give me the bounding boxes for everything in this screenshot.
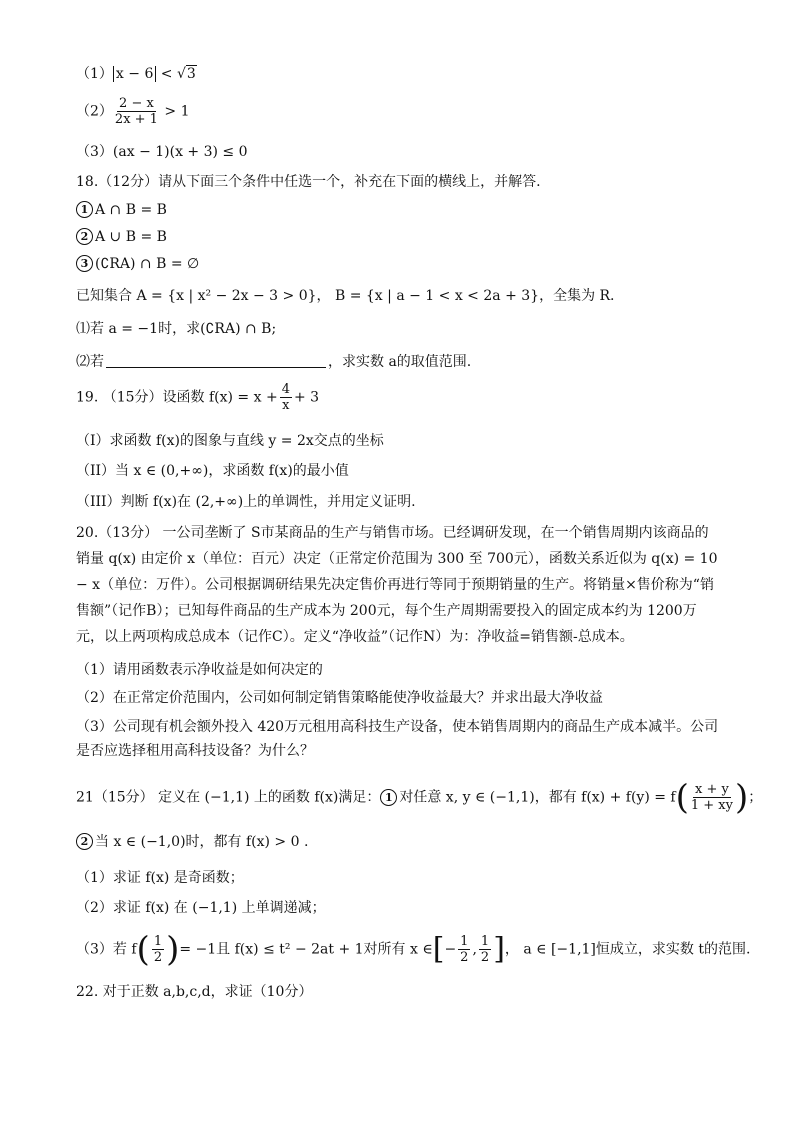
fraction: $\frac{x + y}{1 + xy}$ — [690, 782, 733, 813]
q21-part-3: （3）若 f( $\frac{1}{2}$ )= −1且 f(x) ≤ t² − 2at + 1对所有 x ∈[− $\frac{1}{2}$ , $\frac{1}{2}$ ]， a ∈ [−1,1]恒成立，求实数 t的范围. — [76, 929, 751, 970]
fraction: $\frac{2 - x}{2x + 1}$ — [114, 96, 158, 127]
q20-body: 20.（13分） 一公司垄断了 S市某商品的生产与销售市场。已经调研发现，在一个销售周期内该商品的销量 q(x) 由定价 x（单位：百元）决定（正常定价范围为 300 至 700元），函数关系近似为 q(x) = 10 − x（单位：万件）。公司根据调研结果先决定售价再进行等同于预期销量的生产。将销量×售价称为“销售额”（记作B）；已知每件商品的生产成本为 200元，每个生产周期需要投入的固定成本约为 1200万元，以上两项构成总成本（记作C）。定义“净收益”（记作N）为：净收益=销售额-总成本。 — [76, 525, 718, 645]
q19-part-2: （II）当 x ∈ (0,+∞)，求函数 f(x)的最小值 — [76, 463, 349, 479]
q21-part-1: （1）求证 f(x) 是奇函数； — [76, 870, 244, 886]
q22-header: 22. 对于正数 a,b,c,d，求证（10分） — [76, 984, 313, 1000]
q18-part-2: ⑵若 ，求实数 a的取值范围. — [76, 354, 472, 370]
q18-condition-2: 2 A ∪ B = B — [76, 227, 167, 247]
fraction: $\frac{4}{x}$ — [281, 382, 290, 413]
q20-part-1: （1）请用函数表示净收益是如何决定的 — [76, 662, 323, 678]
q19-part-3: （III）判断 f(x)在 (2,+∞)上的单调性，并用定义证明. — [76, 494, 416, 510]
q21-part-2: （2）求证 f(x) 在 (−1,1) 上单调递减； — [76, 900, 326, 916]
q18-condition-1: 1 A ∩ B = B — [76, 200, 167, 220]
circled-number-icon: 3 — [76, 255, 93, 272]
q19-header: 19. （15分）设函数 f(x) = x + $\frac{4}{x}$ + 3 — [76, 382, 320, 413]
q19-part-1: （I）求函数 f(x)的图象与直线 y = 2x交点的坐标 — [76, 433, 384, 449]
circled-number-icon: 1 — [76, 201, 93, 218]
q18-given: 已知集合 A = {x | x² − 2x − 3 > 0}， B = {x | a − 1 < x < 2a + 3}，全集为 R. — [76, 288, 615, 304]
q18-part-1: ⑴若 a = −1时，求(∁RA) ∩ B; — [76, 321, 277, 337]
q21-header: 21（15分） 定义在 (−1,1) 上的函数 f(x)满足： 1 对任意 x, y ∈ (−1,1)，都有 f(x) + f(y) = f( $\frac{x + y}{1 + xy}$ )； — [76, 777, 763, 818]
q20-part-3: （3）公司现有机会额外投入 420万元租用高科技生产设备，使本销售周期内的商品生产成本减半。公司是否应选择租用高科技设备？为什么？ — [76, 719, 719, 759]
q18-condition-3: 3 (∁RA) ∩ B = ∅ — [76, 254, 199, 274]
q17-item-3: （3）(ax − 1)(x + 3) ≤ 0 — [76, 144, 248, 160]
q17-item-2: （2） $\frac{2 - x}{2x + 1}$ > 1 — [76, 96, 190, 127]
q21-condition-2: 2 当 x ∈ (−1,0)时，都有 f(x) > 0 . — [76, 832, 308, 852]
circled-number-icon: 2 — [76, 833, 93, 850]
fraction: $\frac{1}{2}$ — [153, 934, 163, 965]
q17-item-1: （1） x − 6 < √3 — [76, 66, 196, 82]
q20-part-2: （2）在正常定价范围内，公司如何制定销售策略能使净收益最大？并求出最大净收益 — [76, 690, 603, 706]
circled-number-icon: 1 — [380, 789, 397, 806]
q18-header: 18.（12分）请从下面三个条件中任选一个，补充在下面的横线上，并解答. — [76, 174, 541, 190]
circled-number-icon: 2 — [76, 228, 93, 245]
answer-blank — [106, 353, 326, 368]
